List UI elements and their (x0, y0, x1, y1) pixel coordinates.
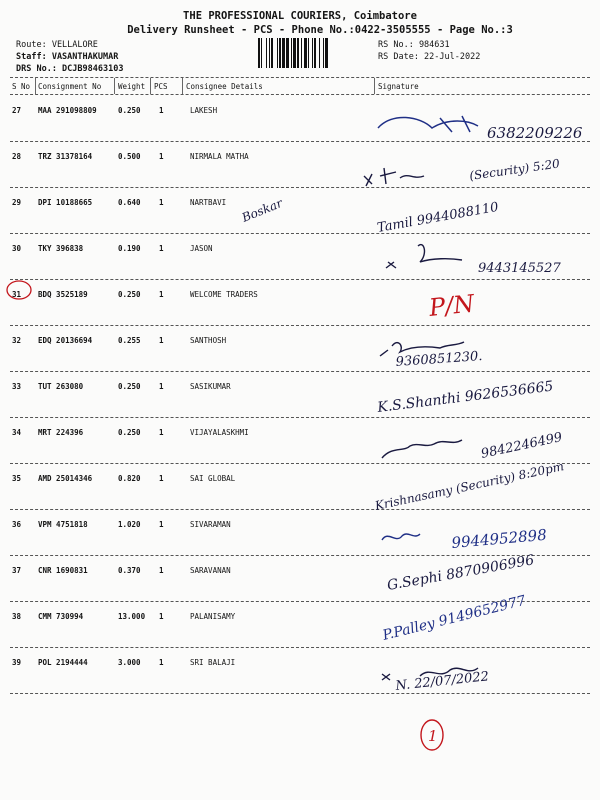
weight-cell: 0.250 (118, 382, 141, 391)
handwritten-name-29: Boskar (239, 195, 285, 225)
consignment-cell: CMM 730994 (38, 612, 84, 621)
pcs-cell: 1 (159, 612, 164, 621)
sno-cell: 27 (12, 106, 22, 115)
sno-cell: 28 (12, 152, 22, 161)
pcs-cell: 1 (159, 152, 164, 161)
handwritten-sign-35: Krishnasamy (Security) 8:20pm (373, 459, 566, 513)
weight-cell: 0.640 (118, 198, 141, 207)
pcs-cell: 1 (159, 658, 164, 667)
weight-cell: 13.000 (118, 612, 146, 621)
consignee-cell: NARTBAVI (190, 198, 227, 207)
table-row (0, 556, 600, 602)
pcs-cell: 1 (159, 244, 164, 253)
pcs-cell: 1 (159, 428, 164, 437)
weight-cell: 0.255 (118, 336, 141, 345)
weight-cell: 0.250 (118, 290, 141, 299)
table-row (0, 464, 600, 510)
sno-cell: 31 (12, 290, 22, 299)
table-row (0, 142, 600, 188)
rs-date-label: RS Date: 22-Jul-2022 (378, 52, 481, 62)
weight-cell: 0.250 (118, 428, 141, 437)
column-divider-weight (150, 78, 151, 94)
table-row (0, 510, 600, 556)
column-header-weight: Weight (118, 82, 146, 91)
consignee-cell: NIRMALA MATHA (190, 152, 249, 161)
consignment-cell: VPM 4751818 (38, 520, 88, 529)
consignee-cell: PALANISAMY (190, 612, 236, 621)
consignee-cell: SASIKUMAR (190, 382, 231, 391)
rs-no-label: RS No.: 984631 (378, 40, 450, 50)
sno-cell: 38 (12, 612, 22, 621)
pcs-cell: 1 (159, 106, 164, 115)
column-divider-left (35, 78, 36, 94)
handwritten-note-28: (Security) 5:20 (468, 156, 561, 183)
barcode (258, 38, 368, 68)
consignment-cell: EDQ 20136694 (38, 336, 93, 345)
consignment-cell: AMD 25014346 (38, 474, 93, 483)
weight-cell: 0.500 (118, 152, 141, 161)
handwritten-sign-29: Tamil 9944088110 (376, 199, 500, 236)
handwritten-sign-39: N. 22/07/2022 (394, 669, 490, 694)
pcs-cell: 1 (159, 198, 164, 207)
sno-cell: 33 (12, 382, 22, 391)
consignment-cell: BDQ 3525189 (38, 290, 88, 299)
handwritten-phone-30: 9443145527 (478, 261, 561, 276)
sno-cell: 29 (12, 198, 22, 207)
column-header-signature: Signature (378, 82, 419, 91)
table-row (0, 280, 600, 326)
handwritten-sign-37: G.Sephi 8870906996 (385, 552, 536, 594)
consignee-cell: SRI BALAJI (190, 658, 236, 667)
column-header-consignee: Consignee Details (186, 82, 263, 91)
column-divider-consignment (114, 78, 115, 94)
weight-cell: 1.020 (118, 520, 141, 529)
pcs-cell: 1 (159, 520, 164, 529)
consignment-cell: TKY 396838 (38, 244, 84, 253)
header-divider-bottom (10, 94, 590, 95)
header-divider-top (10, 77, 590, 78)
handwritten-sign-33: K.S.Shanthi 9626536665 (376, 378, 555, 416)
table-row (0, 96, 600, 142)
consignment-cell: DPI 10188665 (38, 198, 93, 207)
handwritten-phone-34: 9842246499 (479, 430, 564, 462)
consignment-cell: TRZ 31378164 (38, 152, 93, 161)
handwritten-phone-36: 9944952898 (450, 525, 548, 552)
weight-cell: 0.820 (118, 474, 141, 483)
document-subtitle: Delivery Runsheet - PCS - Phone No.:0422-3505555 - Page No.:3 (127, 24, 513, 36)
handwritten-sign-38: P.Palley 9149652977 (381, 592, 528, 644)
page-mark-number: 1 (428, 727, 438, 745)
table-row (0, 418, 600, 464)
drs-label: DRS No.: DCJB98463103 (16, 64, 124, 74)
table-row (0, 326, 600, 372)
barcode-gap (328, 38, 330, 68)
handwritten-phone-27: 6382209226 (487, 124, 583, 142)
weight-cell: 3.000 (118, 658, 141, 667)
consignment-cell: MAA 291098809 (38, 106, 97, 115)
consignee-cell: VIJAYALASKHMI (190, 428, 249, 437)
sno-cell: 39 (12, 658, 22, 667)
column-header-consignment: Consignment No (38, 82, 102, 91)
pcs-cell: 1 (159, 474, 164, 483)
table-row (0, 234, 600, 280)
sno-cell: 36 (12, 520, 22, 529)
handwritten-mark-31: P/N (427, 289, 476, 322)
consignee-cell: SAI GLOBAL (190, 474, 236, 483)
consignee-cell: WELCOME TRADERS (190, 290, 258, 299)
consignee-cell: SANTHOSH (190, 336, 227, 345)
column-divider-pcs (182, 78, 183, 94)
table-row (0, 188, 600, 234)
pcs-cell: 1 (159, 566, 164, 575)
pcs-cell: 1 (159, 382, 164, 391)
staff-label: Staff: VASANTHAKUMAR (16, 52, 119, 62)
row-divider (10, 693, 590, 694)
consignment-cell: CNR 1690831 (38, 566, 88, 575)
weight-cell: 0.370 (118, 566, 141, 575)
table-row (0, 648, 600, 694)
consignment-cell: TUT 263080 (38, 382, 84, 391)
consignee-cell: SIVARAMAN (190, 520, 231, 529)
red-circle-page-mark (421, 720, 443, 750)
sno-cell: 34 (12, 428, 22, 437)
consignee-cell: JASON (190, 244, 213, 253)
weight-cell: 0.250 (118, 106, 141, 115)
pcs-cell: 1 (159, 290, 164, 299)
consignee-cell: SARAVANAN (190, 566, 231, 575)
table-row (0, 602, 600, 648)
document-title: THE PROFESSIONAL COURIERS, Coimbatore (183, 10, 417, 22)
consignee-cell: LAKESH (190, 106, 218, 115)
sno-cell: 37 (12, 566, 22, 575)
consignment-cell: MRT 224396 (38, 428, 84, 437)
table-row (0, 372, 600, 418)
route-label: Route: VELLALORE (16, 40, 98, 50)
sno-cell: 30 (12, 244, 22, 253)
handwritten-phone-32: 9360851230. (395, 348, 483, 370)
consignment-cell: POL 2194444 (38, 658, 88, 667)
column-divider-consignee (374, 78, 375, 94)
weight-cell: 0.190 (118, 244, 141, 253)
column-header-sno: S No (12, 82, 31, 91)
column-header-pcs: PCS (154, 82, 168, 91)
sno-cell: 35 (12, 474, 22, 483)
sno-cell: 32 (12, 336, 22, 345)
pcs-cell: 1 (159, 336, 164, 345)
